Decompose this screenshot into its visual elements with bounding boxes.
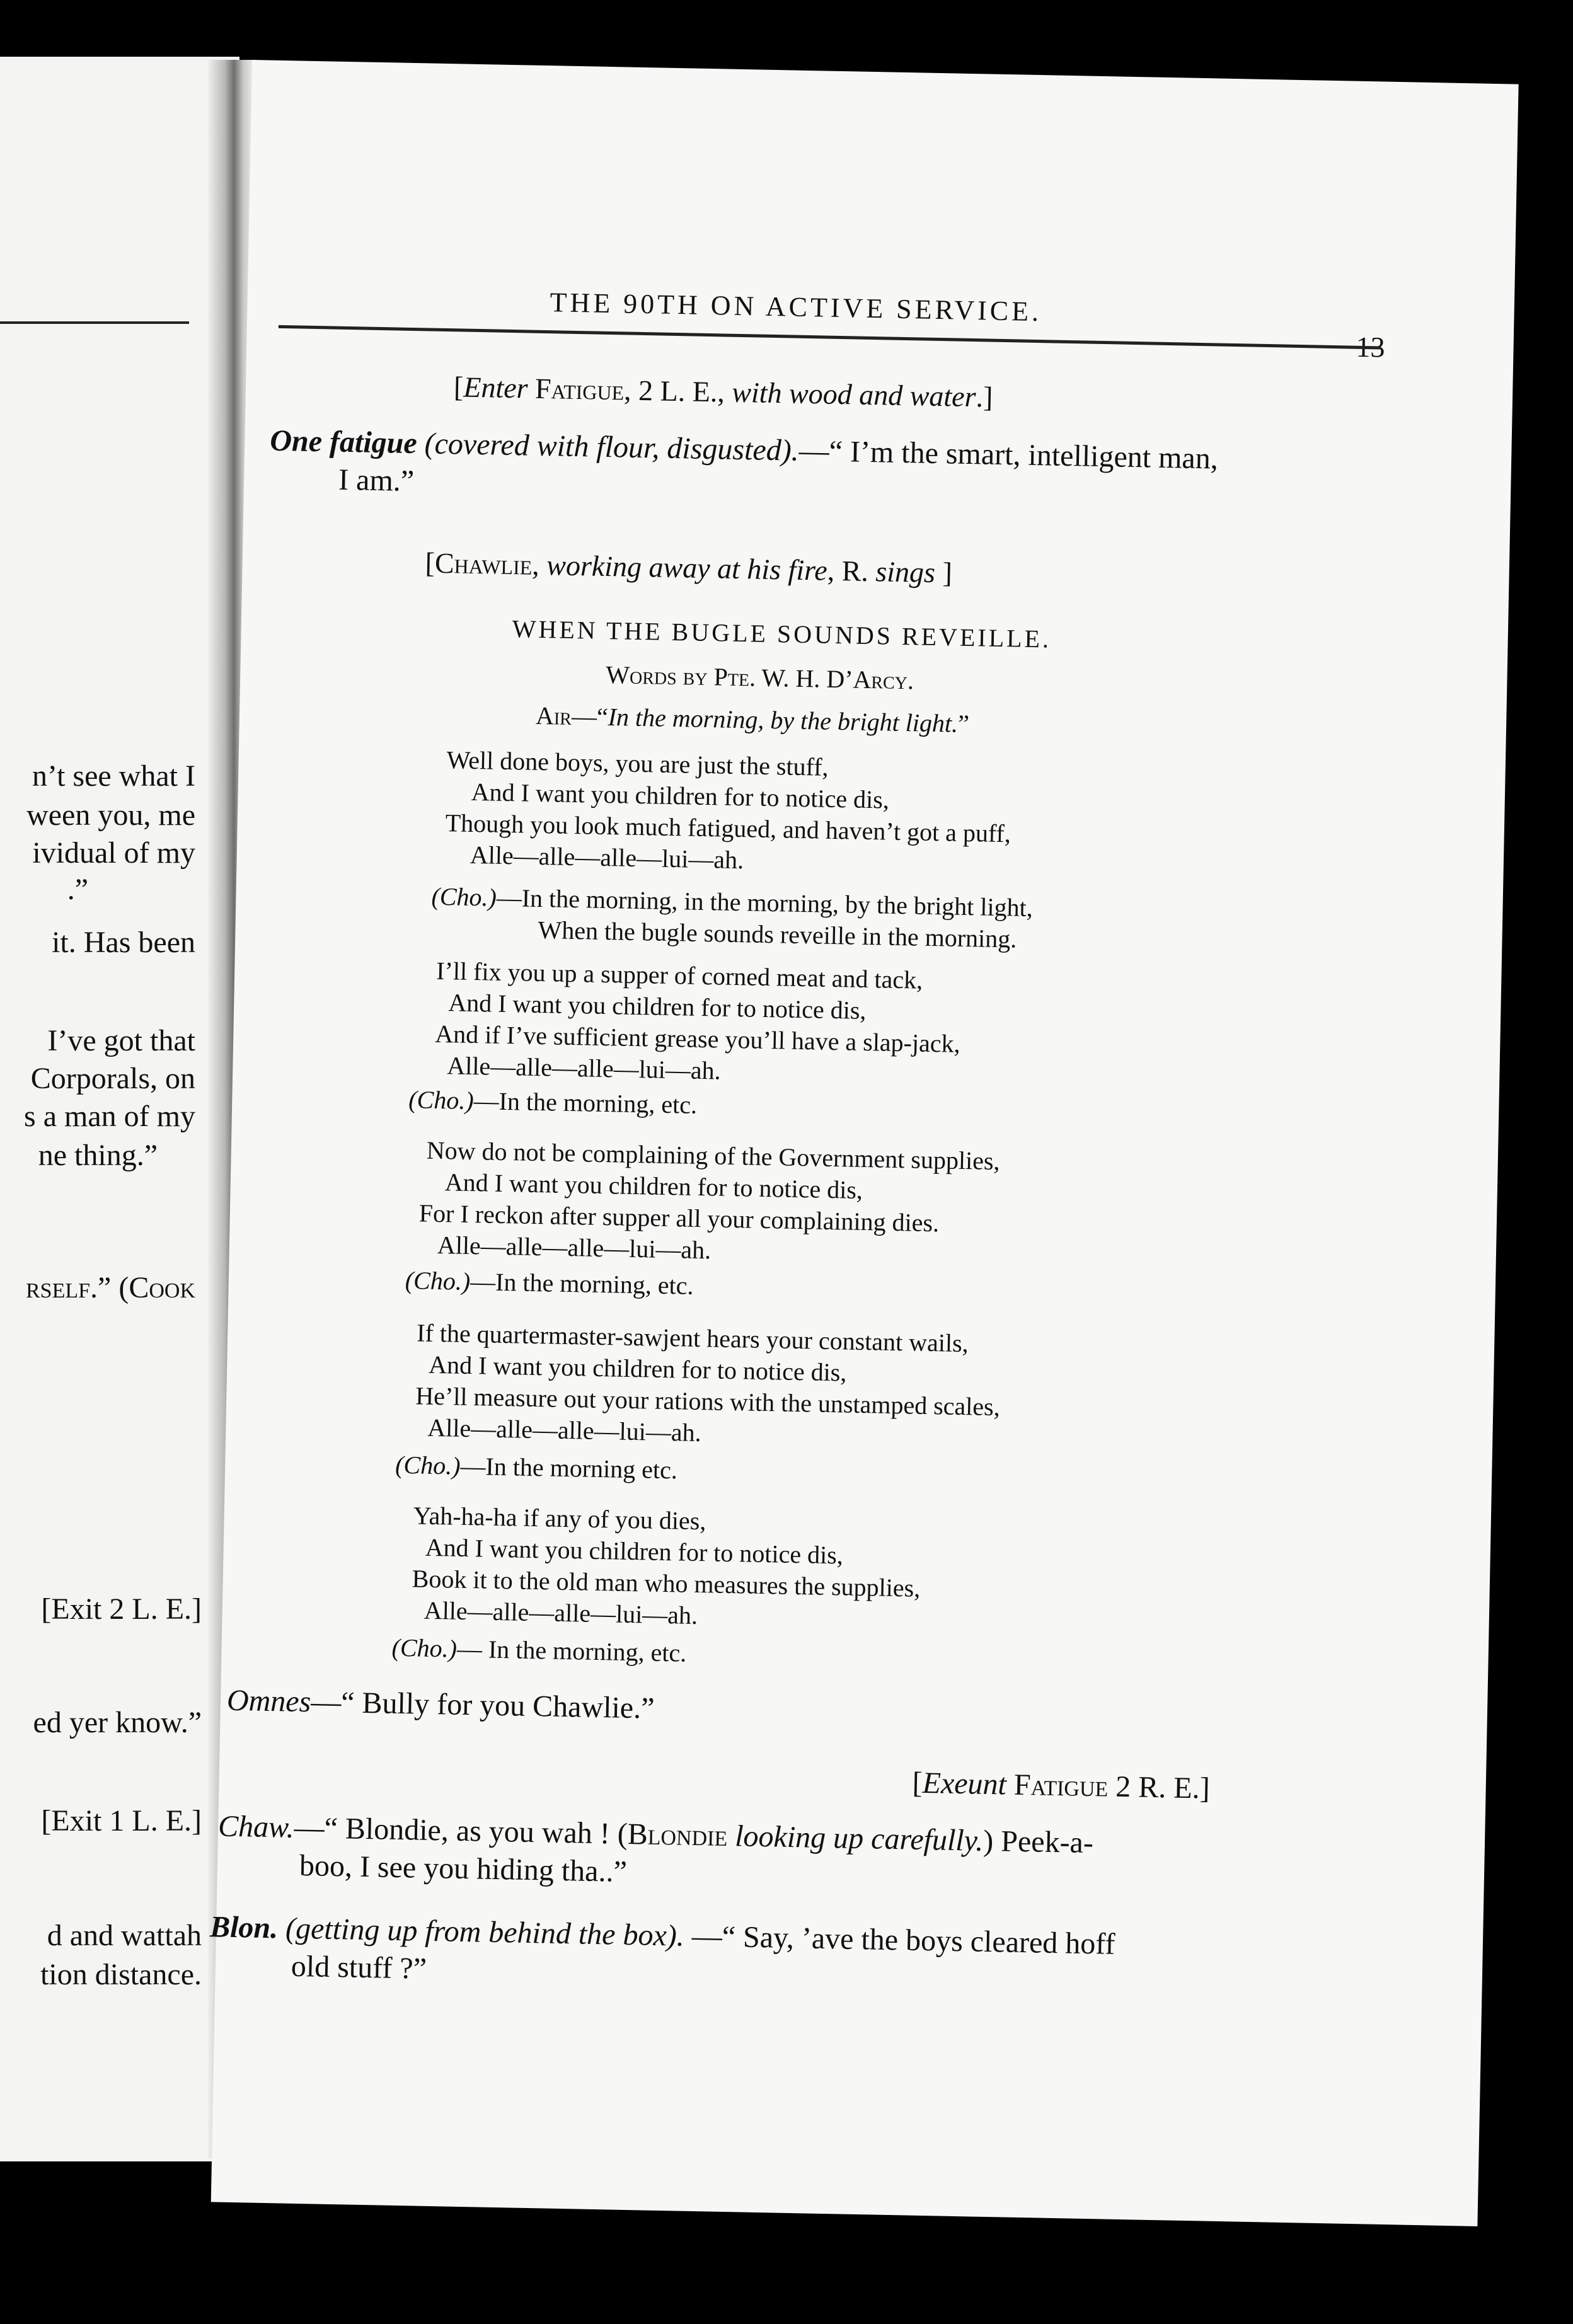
verse-line: Alle—alle—alle—lui—ah. bbox=[424, 1596, 698, 1630]
verse-line: Now do not be complaining of the Government supplies, bbox=[426, 1136, 1000, 1176]
bracket: [ bbox=[912, 1766, 923, 1800]
air-close-quote: ” bbox=[957, 709, 970, 739]
fatigue-speech-line-2: I am.” bbox=[338, 463, 415, 498]
character-name: Fatigue bbox=[1013, 1768, 1109, 1803]
left-text-line: [Exit 1 L. E.] bbox=[41, 1804, 202, 1838]
left-text-line: d and wattah bbox=[47, 1919, 202, 1952]
chorus-label: (Cho.) bbox=[408, 1085, 475, 1115]
omnes-speech bbox=[226, 1683, 655, 1725]
verse-line: If the quartermaster-sawjent hears your constant wails, bbox=[416, 1318, 969, 1358]
enter-word: Enter bbox=[463, 371, 529, 405]
separator: , bbox=[531, 548, 547, 582]
stage-position: 2 R. E.] bbox=[1107, 1769, 1211, 1805]
left-text-line: tion distance. bbox=[40, 1958, 202, 1991]
verse-line: For I reckon after supper all your complaining dies. bbox=[418, 1199, 940, 1238]
left-text-line: s a man of my bbox=[24, 1100, 195, 1133]
stage-direction-chawlie bbox=[425, 548, 952, 587]
verse-line: Alle—alle—alle—lui—ah. bbox=[427, 1413, 702, 1447]
speaker-name: One fatigue bbox=[269, 423, 418, 461]
chorus-line bbox=[391, 1635, 686, 1666]
left-text-line: rself.” (Cook bbox=[26, 1271, 195, 1304]
chorus-text: —In the morning, in the morning, by the bright light, bbox=[496, 883, 1034, 923]
verse-line: And I want you children for to notice dis, bbox=[447, 988, 867, 1025]
verse-line: He’ll measure out your rations with the unstamped scales, bbox=[415, 1381, 1001, 1422]
left-text-line: ween you, me bbox=[26, 798, 195, 832]
left-text-line: [Exit 2 L. E.] bbox=[41, 1592, 202, 1626]
left-text-line: ividual of my bbox=[32, 836, 195, 870]
stage-direction-exeunt bbox=[912, 1768, 1210, 1804]
stage-direction: (covered with flour, disgusted). bbox=[417, 427, 800, 468]
stage-verb: sings bbox=[875, 555, 936, 589]
chorus-text: —In the morning, etc. bbox=[470, 1267, 694, 1300]
left-text-line: .” bbox=[67, 873, 88, 906]
left-text-line: ed yer know.” bbox=[33, 1706, 202, 1739]
verse-line: Alle—alle—alle—lui—ah. bbox=[470, 840, 744, 875]
bracket: [ bbox=[425, 546, 435, 579]
verse-line: Though you look much fatigued, and haven’t got a puff, bbox=[445, 808, 1011, 848]
stage-position: , R. bbox=[827, 554, 876, 588]
stage-direction-enter bbox=[454, 372, 993, 411]
speaker-name: Omnes bbox=[226, 1683, 311, 1719]
running-title: THE 90TH ON ACTIVE SERVICE. bbox=[550, 287, 1042, 328]
left-text-line: it. Has been bbox=[52, 926, 195, 959]
chorus-label: (Cho.) bbox=[405, 1266, 471, 1296]
verse-line: And I want you children for to notice dis, bbox=[444, 1168, 863, 1204]
verse-line: Alle—alle—alle—lui—ah. bbox=[446, 1051, 722, 1085]
left-text-line: Corporals, on bbox=[30, 1062, 195, 1095]
air-label: Air—“ bbox=[535, 701, 609, 732]
chorus-line bbox=[395, 1452, 677, 1483]
speech-text: ) Peek-a- bbox=[982, 1824, 1094, 1860]
stage-position: , 2 L. E., bbox=[623, 374, 732, 408]
character-name: Chawlie bbox=[434, 546, 533, 581]
stage-action: working away at his fire bbox=[546, 549, 828, 587]
speech-text: —“ Blondie, as you wah ! ( bbox=[294, 1810, 628, 1851]
chorus-text: — In the morning, etc. bbox=[456, 1634, 687, 1667]
chorus-text: —In the morning etc. bbox=[460, 1451, 678, 1485]
air-tune-name: In the morning, by the bright light. bbox=[608, 703, 959, 738]
chorus-label: (Cho.) bbox=[395, 1450, 461, 1480]
bracket: .] bbox=[976, 381, 993, 413]
chorus-line bbox=[408, 1087, 697, 1118]
exeunt-word: Exeunt bbox=[922, 1766, 1007, 1802]
speaker-name: Blon. bbox=[209, 1910, 279, 1945]
character-name: Fatigue bbox=[534, 372, 625, 406]
chorus-text: —In the morning, etc. bbox=[473, 1086, 698, 1119]
chorus-line: When the bugle sounds reveille in the morning. bbox=[538, 915, 1017, 953]
left-text-line: n’t see what I bbox=[32, 759, 195, 793]
verse-line: And I want you children for to notice dis, bbox=[428, 1350, 847, 1387]
verse-line: Well done boys, you are just the stuff, bbox=[446, 745, 829, 781]
bracket: [ bbox=[453, 371, 464, 403]
verse-line: And I want you children for to notice dis, bbox=[471, 777, 890, 814]
verse-line: Book it to the old man who measures the supplies, bbox=[412, 1564, 921, 1602]
header-rule bbox=[279, 325, 1381, 350]
stage-detail: with wood and water bbox=[731, 376, 977, 413]
stage-direction: looking up carefully. bbox=[727, 1819, 984, 1858]
chorus-line bbox=[431, 884, 1033, 921]
character-name: Blondie bbox=[627, 1817, 728, 1853]
left-facing-page bbox=[0, 57, 239, 2161]
bracket: ] bbox=[935, 556, 953, 589]
left-text-line: I’ve got that bbox=[47, 1024, 195, 1057]
chorus-line bbox=[405, 1268, 693, 1299]
left-text-line: ne thing.” bbox=[38, 1139, 158, 1172]
speech-text: —“ Bully for you Chawlie.” bbox=[310, 1685, 655, 1725]
verse-line: And if I’ve sufficient grease you’ll have a slap-jack, bbox=[434, 1019, 961, 1058]
chorus-label: (Cho.) bbox=[391, 1633, 458, 1663]
blon-speech-line-2: old stuff ?” bbox=[291, 1949, 427, 1986]
left-page-rule bbox=[0, 321, 189, 324]
verse-line: I’ll fix you up a supper of corned meat and tack, bbox=[435, 956, 923, 994]
speech-text: —“ Say, ’ave the boys cleared hoff bbox=[684, 1919, 1115, 1961]
song-title: WHEN THE BUGLE SOUNDS REVEILLE. bbox=[512, 614, 1052, 653]
book-page-13 bbox=[211, 60, 1519, 2226]
chorus-label: (Cho.) bbox=[431, 882, 497, 912]
song-credit: Words by Pte. W. H. D’Arcy. bbox=[605, 660, 914, 695]
speech-text: —“ I’m the smart, intelligent man, bbox=[798, 434, 1219, 476]
verse-line: And I want you children for to notice dis, bbox=[425, 1533, 844, 1570]
speaker-name: Chaw. bbox=[217, 1809, 295, 1844]
verse-line: Alle—alle—alle—lui—ah. bbox=[437, 1230, 712, 1265]
verse-line: Yah-ha-ha if any of you dies, bbox=[413, 1501, 706, 1536]
song-air bbox=[536, 703, 970, 737]
stage-direction: (getting up from behind the box). bbox=[277, 1911, 685, 1953]
chaw-speech-line-2: boo, I see you hiding tha..” bbox=[299, 1848, 628, 1889]
page-number: 13 bbox=[1356, 330, 1386, 364]
